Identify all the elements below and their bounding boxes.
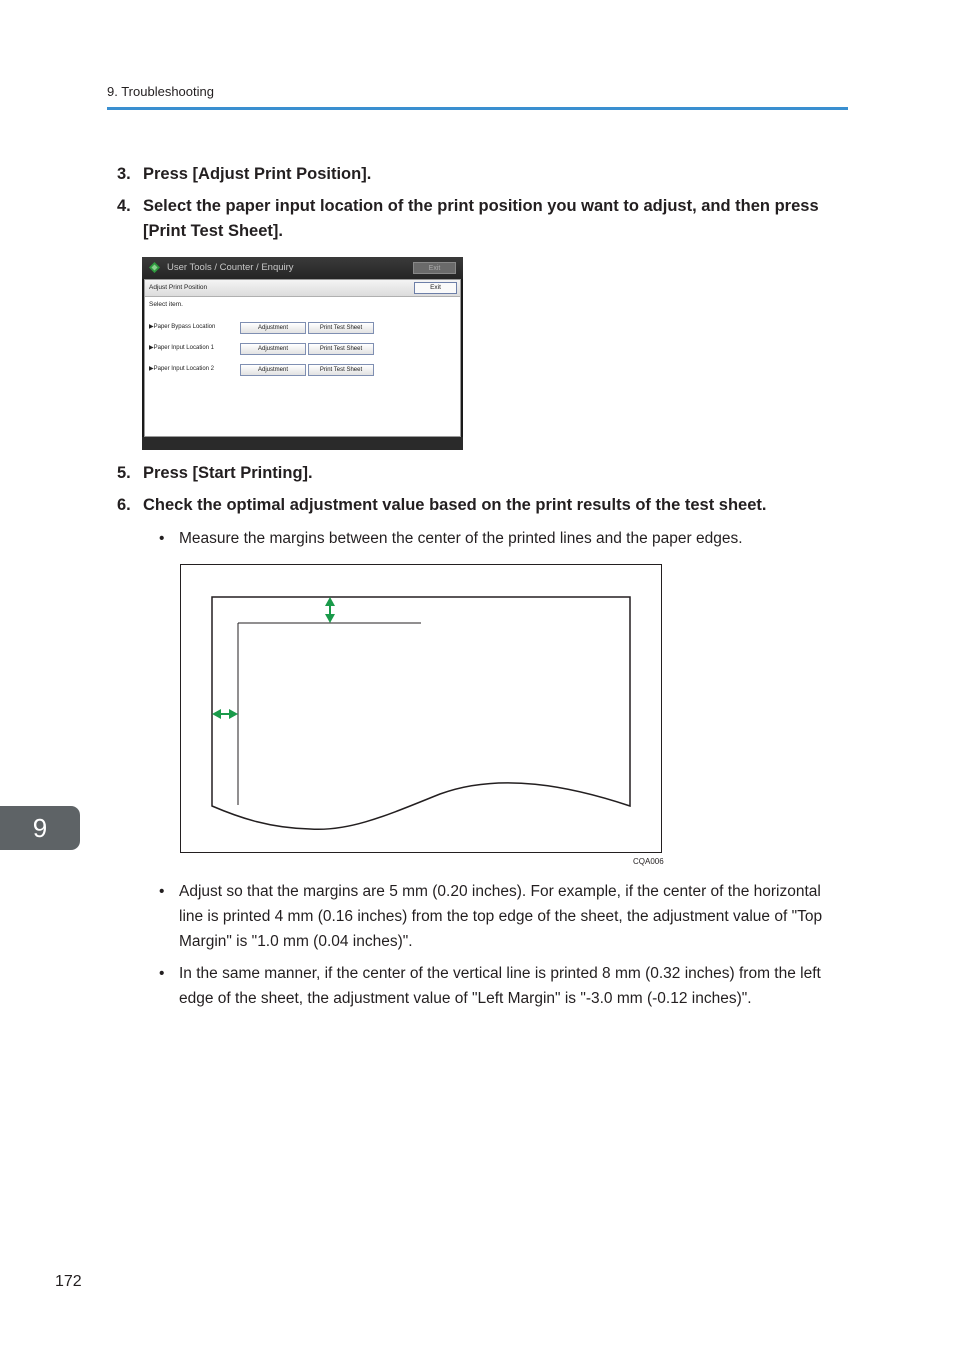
bullet-dot: • — [159, 883, 165, 900]
panel-screen-title: Adjust Print Position — [149, 284, 208, 291]
page-number: 172 — [55, 1273, 82, 1290]
adjustment-button[interactable]: Adjustment — [240, 322, 306, 334]
print-test-sheet-button[interactable]: Print Test Sheet — [308, 343, 374, 355]
paper-input-1-row — [149, 343, 459, 355]
panel-exit-top-button[interactable]: Exit — [413, 262, 456, 274]
step-text: Select the paper input location of the print position you want to adjust, and then press [Print Test Sheet]. — [143, 197, 819, 240]
step-number: 3. — [117, 165, 131, 183]
bullet-text: Measure the margins between the center of the printed lines and the paper edges. — [179, 530, 743, 547]
panel-title-bar — [142, 257, 463, 279]
figure-code: CQA006 — [633, 857, 664, 866]
bullet-text: Adjust so that the margins are 5 mm (0.20 inches). For example, if the center of the horizontal line is printed 4 mm (0.16 inches) from the top edge of the sheet, the adjustment value of "Top Margin" is "1.0 mm (0.04 inches)". — [179, 883, 823, 950]
paper-input-2-row — [149, 364, 459, 376]
panel-screen — [144, 279, 461, 437]
step-number: 4. — [117, 197, 131, 215]
print-test-sheet-button[interactable]: Print Test Sheet — [308, 322, 374, 334]
row-label: ▶Paper Input Location 1 — [149, 345, 214, 351]
row-label: ▶Paper Bypass Location — [149, 324, 216, 330]
chapter-tab: 9 — [0, 806, 80, 850]
bullet-text: In the same manner, if the center of the vertical line is printed 8 mm (0.32 inches) from the left edge of the sheet, the adjustment value of "Left Margin" is "-3.0 mm (-0.12 inches)". — [179, 965, 821, 1007]
panel-title: User Tools / Counter / Enquiry — [167, 262, 294, 273]
step-text: Press [Start Printing]. — [143, 464, 313, 482]
header-rule — [107, 107, 848, 110]
panel-prompt: Select item. — [149, 301, 183, 308]
step-text: Press [Adjust Print Position]. — [143, 165, 372, 183]
exit-button[interactable]: Exit — [414, 282, 457, 294]
running-head: 9. Troubleshooting — [107, 84, 214, 99]
adjustment-button[interactable]: Adjustment — [240, 364, 306, 376]
control-panel-screenshot — [142, 257, 463, 450]
row-label: ▶Paper Input Location 2 — [149, 366, 214, 372]
step-number: 6. — [117, 496, 131, 514]
diagram-frame — [181, 565, 662, 853]
margin-diagram — [180, 564, 662, 853]
bullet-dot: • — [159, 530, 165, 547]
adjustment-button[interactable]: Adjustment — [240, 343, 306, 355]
print-test-sheet-button[interactable]: Print Test Sheet — [308, 364, 374, 376]
paper-bypass-row — [149, 322, 459, 334]
bullet-dot: • — [159, 965, 165, 982]
step-text: Check the optimal adjustment value based on the print results of the test sheet. — [143, 496, 767, 514]
user-tools-icon — [149, 262, 160, 273]
panel-footer — [142, 437, 463, 450]
panel-screen-header — [145, 280, 460, 297]
step-number: 5. — [117, 464, 131, 482]
